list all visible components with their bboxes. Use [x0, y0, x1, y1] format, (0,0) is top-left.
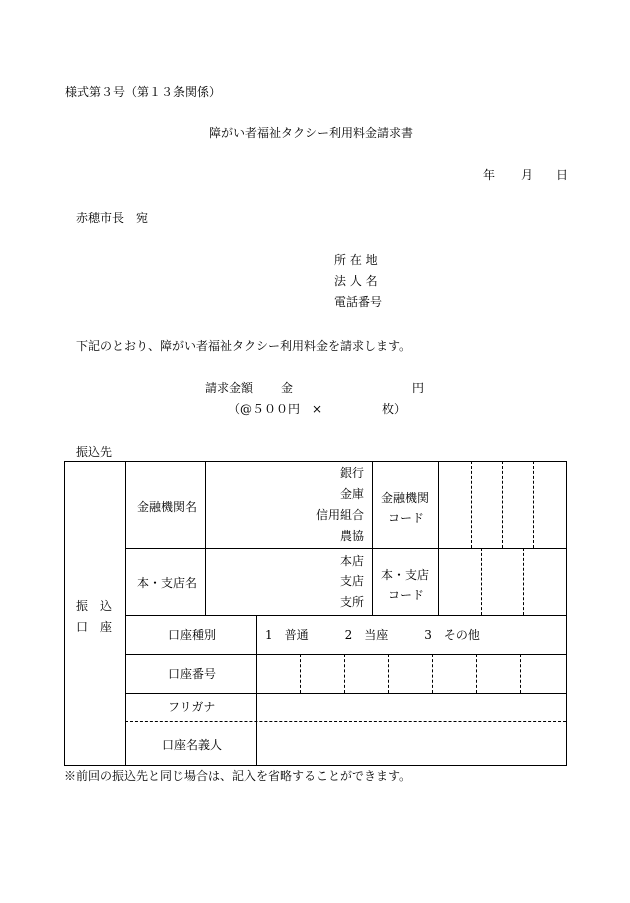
branch-code-label-line2: コード: [388, 588, 425, 602]
account-header-line2: 口 座: [76, 620, 113, 634]
bank-name-label: 金融機関名: [137, 500, 198, 514]
bank-code-label-line1: 金融機関: [381, 491, 430, 505]
date-year-label: 年: [483, 168, 496, 182]
account-holder-label: 口座名義人: [162, 738, 223, 752]
bank-type-credit-union: 信用組合: [315, 508, 364, 522]
claim-amount-field[interactable]: [296, 378, 404, 396]
transfer-section-label: 振込先: [76, 445, 113, 459]
claim-unit: 円: [412, 381, 425, 395]
claim-label: 請求金額: [205, 381, 254, 395]
corp-name-label: 法 人 名: [334, 274, 378, 288]
branch-type-branch: 支店: [339, 574, 364, 588]
bank-code-label-line2: コード: [388, 511, 425, 525]
account-number-field[interactable]: [258, 656, 563, 691]
bank-type-bank: 銀行: [339, 466, 364, 480]
branch-label: 本・支店名: [137, 576, 198, 590]
bank-name-field[interactable]: [209, 466, 319, 544]
statement: 下記のとおり、障がい者福祉タクシー利用料金を請求します。: [76, 339, 412, 353]
bank-type-shinkin: 金庫: [339, 487, 364, 501]
branch-name-field[interactable]: [209, 552, 329, 612]
sheets-unit: 枚）: [382, 402, 407, 416]
address-label: 所 在 地: [334, 253, 378, 267]
account-type-options[interactable]: 1 普通 2 当座 3 その他: [265, 628, 480, 642]
form-number: 様式第３号（第１３条関係）: [65, 85, 222, 99]
unit-price-line: （@５００円 ×: [228, 402, 323, 416]
branch-type-main: 本店: [339, 554, 364, 568]
furigana-field[interactable]: [258, 695, 563, 719]
footnote: ※前回の振込先と同じ場合は、記入を省略することができます。: [64, 769, 412, 783]
date-month-label: 月: [521, 168, 534, 182]
account-header-line1: 振 込: [76, 599, 113, 613]
sheet-count-field[interactable]: [322, 399, 380, 417]
account-type-label: 口座種別: [168, 628, 217, 642]
account-number-label: 口座番号: [168, 667, 217, 681]
date-day-label: 日: [556, 168, 569, 182]
furigana-label: フリガナ: [168, 700, 216, 714]
claim-prefix: 金: [281, 381, 294, 395]
page-title: 障がい者福祉タクシー利用料金請求書: [209, 126, 414, 140]
bank-type-agri-coop: 農協: [339, 529, 364, 543]
branch-type-office: 支所: [339, 595, 364, 609]
branch-code-field[interactable]: [441, 551, 563, 613]
account-holder-field[interactable]: [258, 723, 563, 763]
phone-label: 電話番号: [334, 295, 383, 309]
bank-code-field[interactable]: [441, 464, 563, 546]
branch-code-label-line1: 本・支店: [381, 568, 430, 582]
addressee: 赤穂市長 宛: [76, 211, 149, 225]
